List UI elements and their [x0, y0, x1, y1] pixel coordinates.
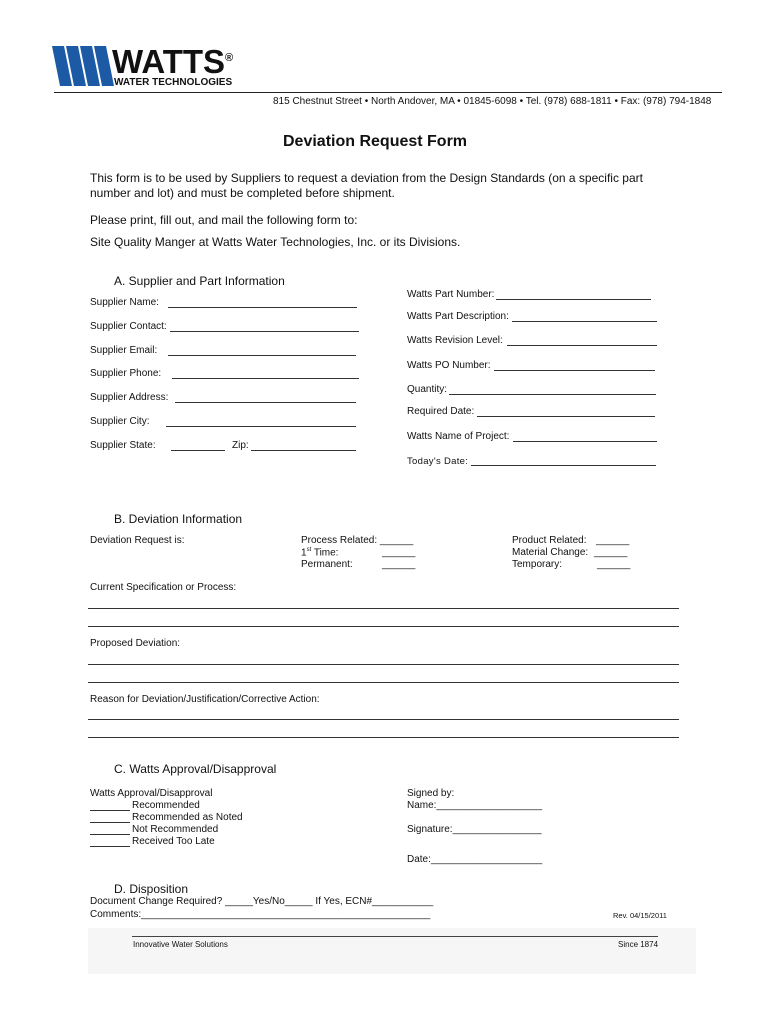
watts-part-number-label: Watts Part Number:: [407, 289, 495, 300]
page-title: Deviation Request Form: [283, 133, 468, 150]
watts-po-number-label: Watts PO Number:: [407, 360, 491, 371]
product-related-label: Product Related:: [512, 535, 587, 546]
recommended-noted-blank[interactable]: [90, 822, 130, 823]
supplier-address-field[interactable]: [175, 402, 356, 403]
supplier-address-label: Supplier Address:: [90, 392, 169, 403]
signed-by-label: Signed by:: [407, 788, 455, 799]
revision-date: Rev. 04/15/2011: [613, 911, 667, 920]
supplier-phone-field[interactable]: [172, 378, 359, 379]
comments-line[interactable]: Comments:____________________________________________________: [90, 909, 431, 920]
current-spec-line-1[interactable]: [88, 608, 679, 609]
watts-revision-level-label: Watts Revision Level:: [407, 335, 503, 346]
supplier-contact-field[interactable]: [170, 331, 359, 332]
temporary-blank[interactable]: ______: [597, 559, 631, 570]
zip-field[interactable]: [251, 450, 356, 451]
supplier-state-label: Supplier State:: [90, 440, 156, 451]
section-a-heading: A. Supplier and Part Information: [114, 274, 285, 288]
address-line: 815 Chestnut Street • North Andover, MA • 01845-6098 • Tel. (978) 688-1811 • Fax: (978) 794-1848: [273, 96, 712, 107]
brand-wordmark: WATTS: [112, 43, 226, 80]
quantity-field[interactable]: [449, 394, 656, 395]
header-rule: [54, 92, 722, 93]
name-field[interactable]: Name:___________________: [407, 800, 543, 811]
supplier-city-label: Supplier City:: [90, 416, 150, 427]
recommended-label: Recommended: [132, 800, 200, 811]
recommended-noted-label: Recommended as Noted: [132, 812, 243, 823]
supplier-phone-label: Supplier Phone:: [90, 368, 162, 379]
not-recommended-label: Not Recommended: [132, 824, 219, 835]
supplier-email-label: Supplier Email:: [90, 345, 158, 356]
temporary-label: Temporary:: [512, 559, 563, 570]
registered-mark: ®: [225, 52, 234, 64]
print-instruction: Please print, fill out, and mail the following form to:: [90, 213, 358, 227]
zip-label: Zip:: [232, 440, 249, 451]
first-time-label: 1st Time:: [301, 547, 339, 559]
material-change-blank[interactable]: ______: [594, 547, 628, 558]
permanent-label: Permanent:: [301, 559, 353, 570]
supplier-email-field[interactable]: [168, 355, 356, 356]
section-b-heading: B. Deviation Information: [114, 512, 243, 526]
watts-logo-mark: [52, 46, 118, 86]
signature-field[interactable]: Signature:________________: [407, 824, 542, 835]
permanent-blank[interactable]: ______: [382, 559, 416, 570]
brand-subtitle: WATER TECHNOLOGIES: [114, 77, 233, 88]
reason-line-2[interactable]: [88, 737, 679, 738]
supplier-name-label: Supplier Name:: [90, 297, 159, 308]
todays-date-label: Today's Date:: [407, 456, 469, 467]
footer-band: [88, 928, 696, 974]
intro-line-1: This form is to be used by Suppliers to request a deviation from the Design Standards (on a specific part: [90, 171, 643, 185]
deviation-request-label: Deviation Request is:: [90, 535, 185, 546]
reason-label: Reason for Deviation/Justification/Corrective Action:: [90, 694, 320, 705]
reason-line-1[interactable]: [88, 719, 679, 720]
footer-since: Since 1874: [618, 940, 659, 949]
supplier-name-field[interactable]: [168, 307, 357, 308]
proposed-deviation-line-1[interactable]: [88, 664, 679, 665]
document-change-line[interactable]: Document Change Required? _____Yes/No_____ If Yes, ECN#___________: [90, 896, 434, 907]
watts-part-description-label: Watts Part Description:: [407, 311, 509, 322]
watts-po-number-field[interactable]: [494, 370, 655, 371]
quantity-label: Quantity:: [407, 384, 448, 395]
supplier-city-field[interactable]: [166, 426, 356, 427]
date-field[interactable]: Date:____________________: [407, 854, 543, 865]
watts-part-description-field[interactable]: [512, 321, 657, 322]
required-date-label: Required Date:: [407, 406, 475, 417]
proposed-deviation-label: Proposed Deviation:: [90, 638, 181, 649]
intro-line-2: number and lot) and must be completed before shipment.: [90, 186, 395, 200]
project-name-field[interactable]: [513, 441, 657, 442]
material-change-label: Material Change:: [512, 547, 589, 558]
first-time-blank[interactable]: ______: [382, 547, 416, 558]
footer-tagline: Innovative Water Solutions: [133, 940, 228, 949]
todays-date-field[interactable]: [471, 465, 656, 466]
recommended-blank[interactable]: [90, 810, 130, 811]
watts-part-number-field[interactable]: [496, 299, 651, 300]
process-related-label[interactable]: Process Related: ______: [301, 535, 414, 546]
project-name-label: Watts Name of Project:: [407, 431, 510, 442]
mail-to: Site Quality Manger at Watts Water Technologies, Inc. or its Divisions.: [90, 235, 461, 249]
section-c-heading: C. Watts Approval/Disapproval: [114, 762, 277, 776]
brand-name: [112, 43, 233, 81]
current-spec-label: Current Specification or Process:: [90, 582, 237, 593]
too-late-label: Received Too Late: [132, 836, 215, 847]
section-d-heading: D. Disposition: [114, 882, 189, 896]
approval-label: Watts Approval/Disapproval: [90, 788, 213, 799]
footer-rule: [132, 936, 658, 937]
too-late-blank[interactable]: [90, 846, 130, 847]
watts-revision-level-field[interactable]: [507, 345, 657, 346]
proposed-deviation-line-2[interactable]: [88, 682, 679, 683]
supplier-contact-label: Supplier Contact:: [90, 321, 167, 332]
current-spec-line-2[interactable]: [88, 626, 679, 627]
supplier-state-field[interactable]: [171, 450, 225, 451]
not-recommended-blank[interactable]: [90, 834, 130, 835]
required-date-field[interactable]: [477, 416, 655, 417]
product-related-blank[interactable]: ______: [596, 535, 630, 546]
